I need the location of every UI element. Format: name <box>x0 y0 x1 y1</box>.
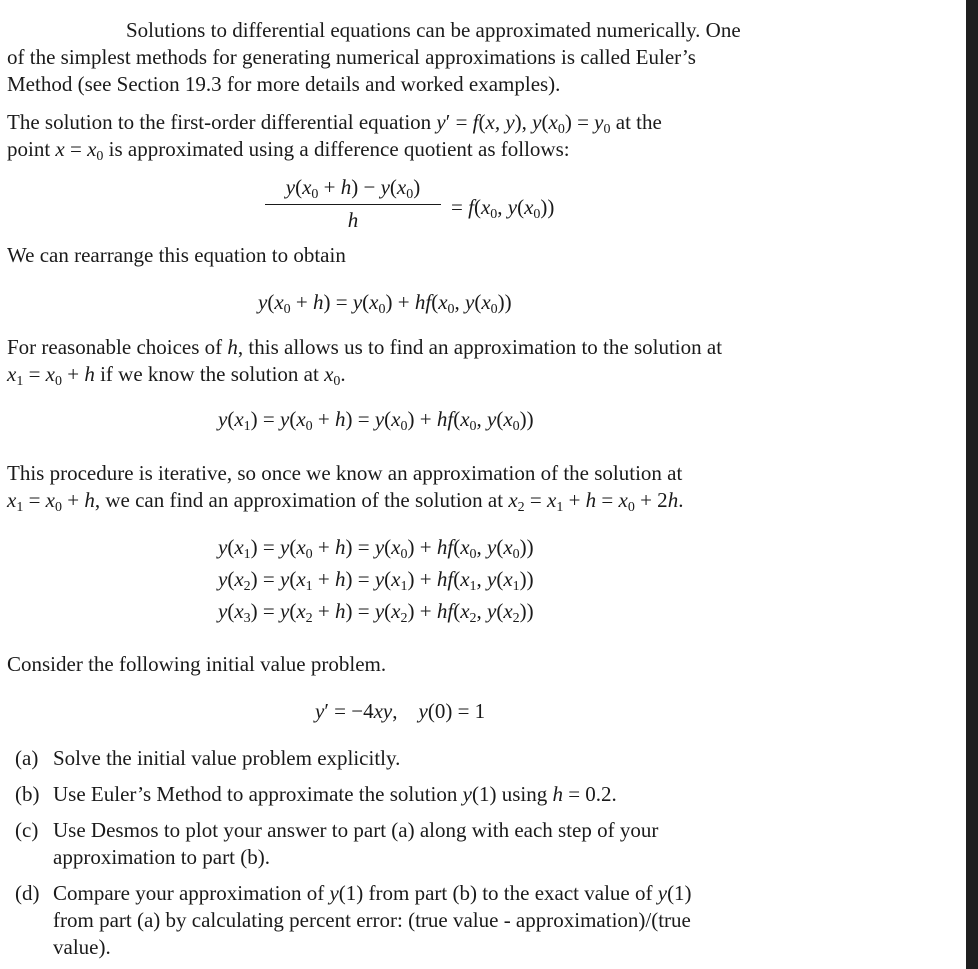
consider-text: Consider the following initial value problem. <box>7 652 387 676</box>
item-b-text-mid: using <box>501 782 548 806</box>
problem-item-a <box>15 745 401 772</box>
difference-quotient-rhs: = $f(x_0$, $y(x_0)$) <box>451 195 555 222</box>
reasonable-line-2-text: if we know the solution at <box>100 362 319 386</box>
problem-item-b: (b) Use Euler’s Method to approximate the solution y(1) using h = 0.2. <box>15 782 617 806</box>
initial-value-problem: y′ = −4xy, y(0) = 1 <box>315 699 486 723</box>
item-a-label: (a) <box>15 746 39 770</box>
problem-item-c-cont <box>15 844 270 871</box>
iteration-step-2: $y(x_2) = y(x_1 + h) = y(x_1) + hf(x_1$, $y(x_1)$) <box>218 567 534 594</box>
solution-line-1-suffix: at the <box>615 110 662 134</box>
intro-line-1: Solutions to differential equations can be approximated numerically. One <box>126 18 741 42</box>
reasonable-line-1: For reasonable choices of h, this allows us to find an approximation to the solution at <box>7 335 723 359</box>
first-step-equation: $y(x_1) = y(x_0 + h) = y(x_0) + hf(x_0$, $y(x_0)$) <box>218 407 534 434</box>
problem-item-c <box>15 817 659 844</box>
iterative-line-1: This procedure is iterative, so once we know an approximation of the solution at <box>7 461 683 485</box>
reasonable-line-1-suffix: , this allows us to find an approximation to the solution at <box>237 335 723 359</box>
iterative-line-2-text: , we can find an approximation of the solution at <box>94 488 504 512</box>
item-c-line-2: approximation to part (b). <box>53 845 270 869</box>
problem-item-d-cont-2 <box>15 934 111 961</box>
solution-line-1-prefix: The solution to the first-order differential equation <box>7 110 432 134</box>
problem-item-d-cont-1 <box>15 907 691 934</box>
item-d-label: (d) <box>15 881 40 905</box>
iteration-step-1: $y(x_1) = y(x_0 + h) = y(x_0) + hf(x_0$, $y(x_0)$) <box>218 535 534 562</box>
item-a-text: Solve the initial value problem explicitly. <box>53 746 401 770</box>
reasonable-line-1-prefix: For reasonable choices of <box>7 335 223 359</box>
item-d-line-1-prefix: Compare your approximation of <box>53 881 325 905</box>
rearrange-text: We can rearrange this equation to obtain <box>7 243 346 267</box>
item-c-line-1: Use Desmos to plot your answer to part (a) along with each step of your <box>53 818 659 842</box>
reasonable-line-2: $x_1 = x_0 + h$ if we know the solution at $x_0$. <box>7 362 346 389</box>
item-d-line-3: value). <box>53 935 111 959</box>
item-b-text: Use Euler’s Method to approximate the solution <box>53 782 458 806</box>
solution-line-1: The solution to the first-order differential equation y′ = f(x, y), $y(x_0) = y_0$ at the <box>7 110 662 137</box>
rearranged-equation: $y(x_0 + h) = y(x_0) + hf(x_0$, $y(x_0)$) <box>258 290 512 317</box>
item-b-label: (b) <box>15 782 40 806</box>
intro-line-2: of the simplest methods for generating numerical approximations is called Euler’s <box>7 45 696 69</box>
solution-line-2-prefix: point <box>7 137 51 161</box>
item-c-label: (c) <box>15 818 39 842</box>
problem-item-d: (d) Compare your approximation of y(1) from part (b) to the exact value of y(1) <box>15 881 692 905</box>
solution-line-2: point $x = x_0$ is approximated using a difference quotient as follows: <box>7 137 570 164</box>
intro-line-3: Method (see Section 19.3 for more details and worked examples). <box>7 72 561 96</box>
item-d-line-1-mid: from part (b) to the exact value of <box>368 881 653 905</box>
item-d-line-2: from part (a) by calculating percent error: (true value - approximation)/(true <box>53 908 691 932</box>
iteration-step-3: $y(x_3) = y(x_2 + h) = y(x_2) + hf(x_2$, $y(x_2)$) <box>218 599 534 626</box>
scrollbar-edge <box>966 0 978 969</box>
difference-quotient-fraction: $\frac{y(x_0 + h) - y(x_0)}{h}$ <box>265 174 441 234</box>
iterative-line-2: $x_1 = x_0 + h$, we can find an approximation of the solution at $x_2 = x_1 + h = x_0 + 2h$. <box>7 488 684 515</box>
solution-line-2-suffix: is approximated using a difference quotient as follows: <box>108 137 570 161</box>
